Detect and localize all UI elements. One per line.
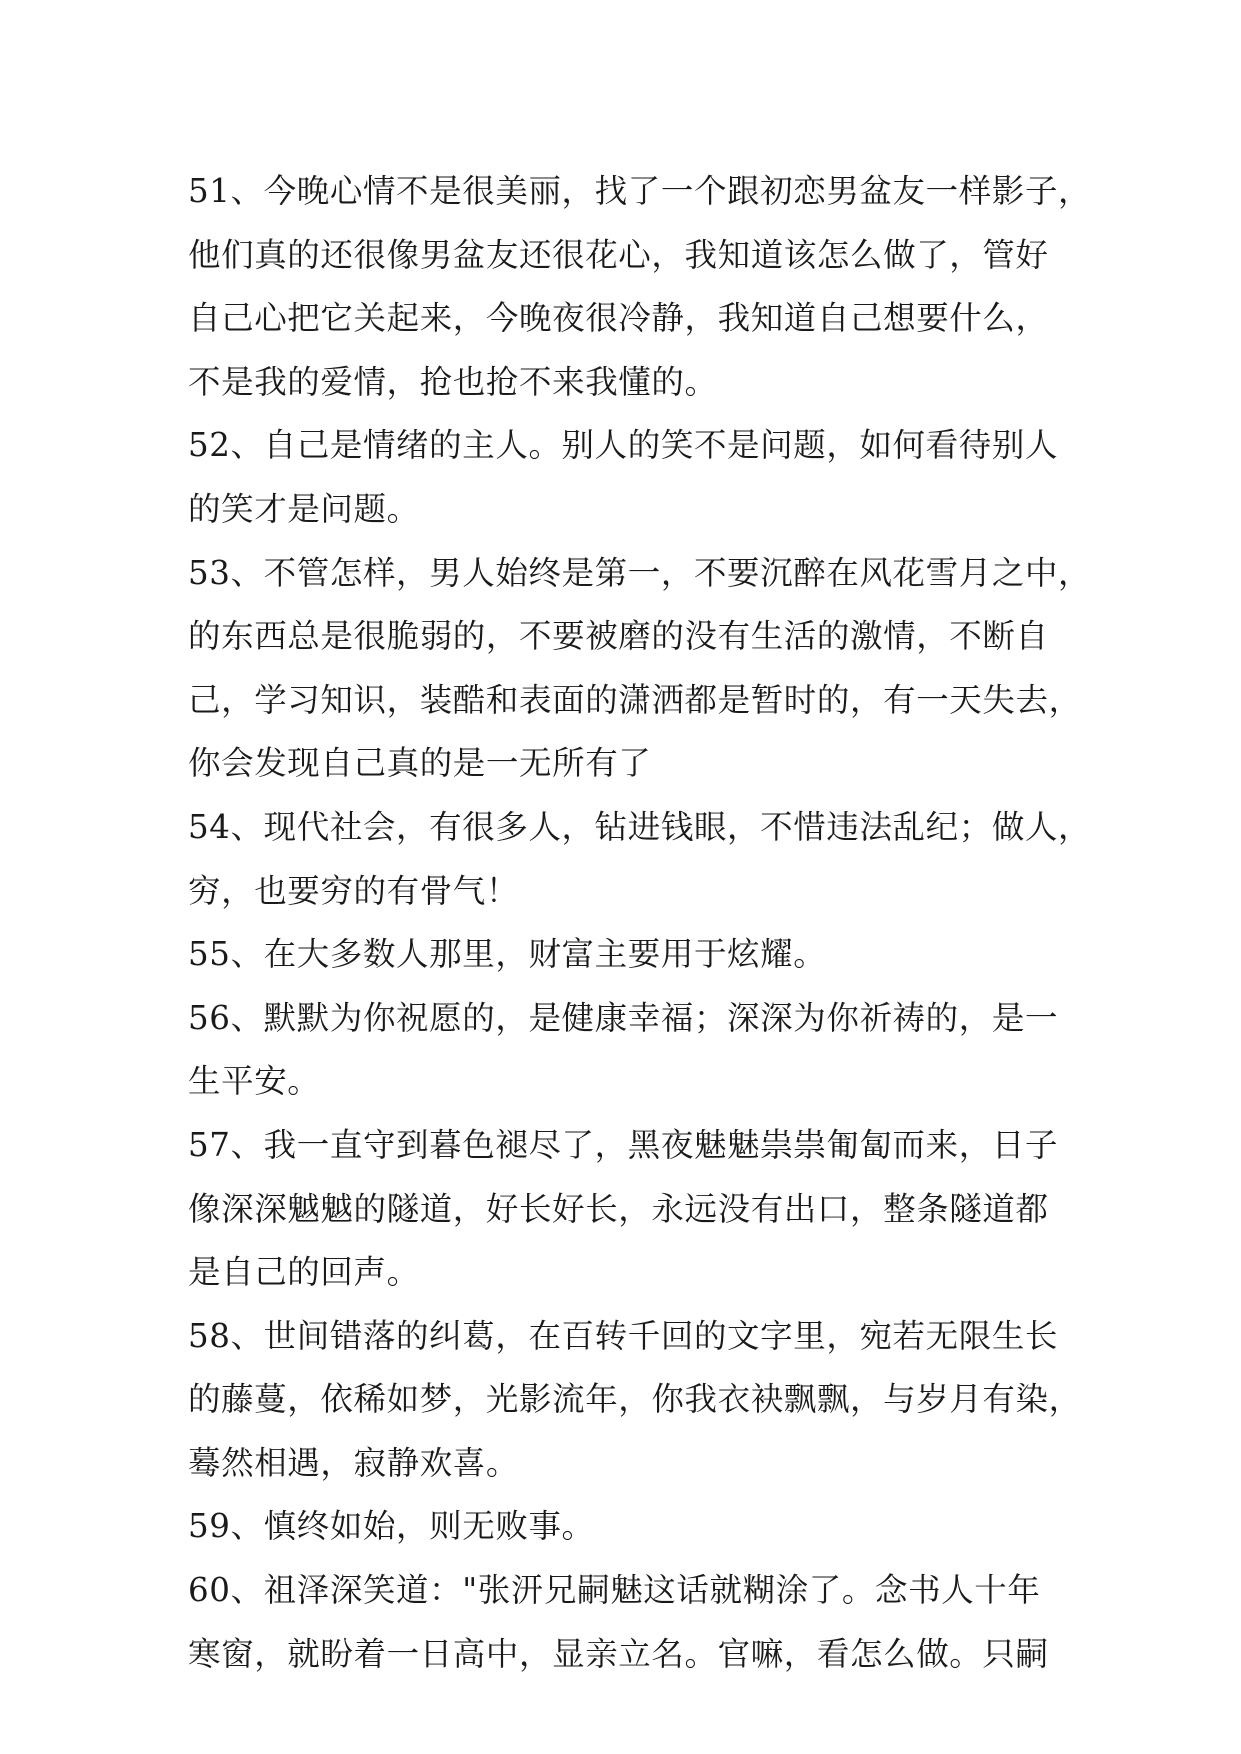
text-line: 他们真的还很像男盆友还很花心，我知道该怎么做了，管好 [188, 235, 1049, 274]
text-line: 生平安。 [188, 1062, 321, 1101]
document-body [188, 160, 1092, 1686]
text-line: 像深深魆魆的隧道，好长好长，永远没有出口，整条隧道都 [188, 1189, 1049, 1228]
text-line: 59、慎终如始，则无败事。 [188, 1507, 595, 1546]
text-line: 是自己的回声。 [188, 1253, 420, 1292]
text-line: 不是我的爱情，抢也抢不来我懂的。 [188, 362, 718, 401]
text-line: 穷，也要穷的有骨气！ [188, 871, 520, 910]
text-line: 57、我一直守到暮色褪尽了，黑夜魅魅祟祟匍匐而来，日子 [188, 1125, 1059, 1164]
text-line: 己，学习知识，装酷和表面的潇洒都是暂时的，有一天失去， [188, 680, 1082, 719]
text-line: 51、今晚心情不是很美丽，找了一个跟初恋男盆友一样影子， [188, 172, 1092, 210]
text-line: 52、自己是情绪的主人。别人的笑不是问题，如何看待别人 [188, 426, 1059, 465]
text-line: 54、现代社会，有很多人，钻进钱眼，不惜违法乱纪；做人， [188, 807, 1092, 846]
text-line: 的笑才是问题。 [188, 489, 420, 528]
text-line: 55、在大多数人那里，财富主要用于炫耀。 [188, 935, 827, 974]
text-line: 56、默默为你祝愿的，是健康幸福；深深为你祈祷的，是一 [188, 998, 1059, 1037]
text-line: 蓦然相遇，寂静欢喜。 [188, 1443, 520, 1482]
text-line: 的东西总是很脆弱的，不要被磨的没有生活的激情，不断自 [188, 617, 1049, 656]
text-line: 自己心把它关起来，今晚夜很冷静，我知道自己想要什么， [188, 299, 1049, 338]
text-line: 53、不管怎样，男人始终是第一，不要沉醉在风花雪月之中， [188, 553, 1092, 592]
text-line: 的藤蔓，依稀如梦，光影流年，你我衣袂飘飘，与岁月有染， [188, 1380, 1082, 1419]
text-line: 58、世间错落的纠葛，在百转千回的文字里，宛若无限生长 [188, 1316, 1059, 1355]
text-line: 60、祖泽深笑道："张汧兄嗣魅这话就糊涂了。念书人十年 [188, 1571, 1041, 1610]
text-line: 你会发现自己真的是一无所有了 [188, 744, 652, 783]
text-line: 寒窗，就盼着一日高中，显亲立名。官嘛，看怎么做。只嗣 [188, 1634, 1049, 1673]
